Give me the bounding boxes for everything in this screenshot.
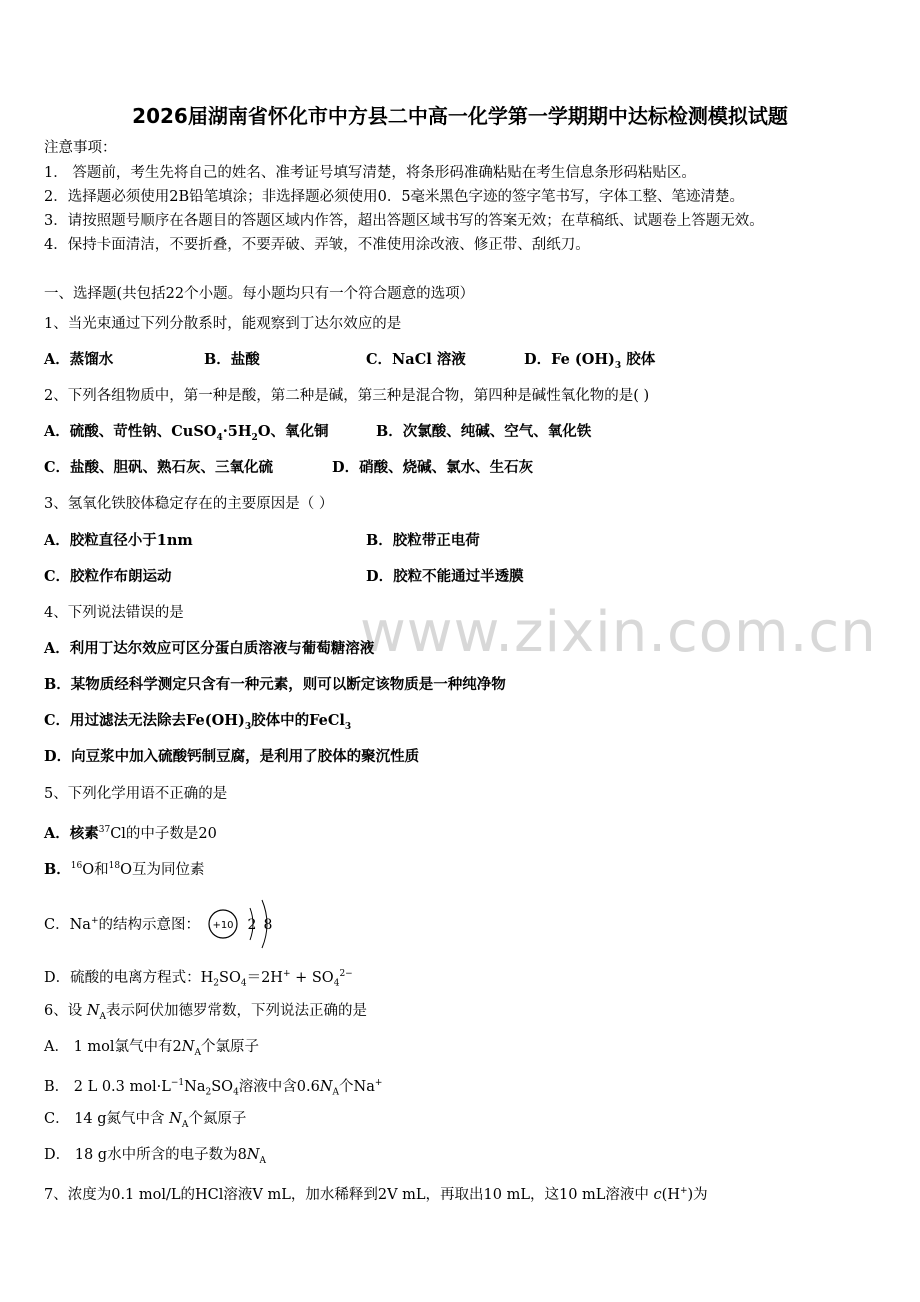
q4-option-b: B．某物质经科学测定只含有一种元素，则可以断定该物质是一种纯净物 bbox=[44, 676, 506, 693]
q6-option-d: D． 18 g水中所含的电子数为$8N_A$ bbox=[44, 1147, 266, 1166]
q1-option-a: A．蒸馏水 bbox=[44, 351, 114, 368]
nucleus-charge: +10 bbox=[212, 920, 234, 931]
q2-option-d: D．硝酸、烧碱、氯水、生石灰 bbox=[332, 459, 534, 476]
q4-option-a: A．利用丁达尔效应可区分蛋白质溶液与葡萄糖溶液 bbox=[44, 640, 375, 657]
notice-heading: 注意事项： bbox=[44, 140, 117, 156]
shell-1-electrons: 2 bbox=[247, 917, 257, 933]
question-3-stem: 3、氢氧化铁胶体稳定存在的主要原因是（ ） bbox=[44, 496, 334, 512]
question-4-stem: 4、下列说法错误的是 bbox=[44, 605, 184, 621]
notice-item-4: 4．保持卡面清洁，不要折叠，不要弄破、弄皱，不准使用涂改液、修正带、刮纸刀。 bbox=[44, 237, 590, 253]
q2-option-a: A．硫酸、苛性钠、$CuSO_4\cdot 5H_2O$、氧化铜 bbox=[44, 423, 329, 443]
notice-item-1: 1． 答题前，考生先将自己的姓名、准考证号填写清楚，将条形码准确粘贴在考生信息条形码粘贴区。 bbox=[44, 165, 696, 181]
q5-option-a: A．核素$^{37}$Cl的中子数是20 bbox=[44, 824, 217, 842]
notice-item-3: 3．请按照题号顺序在各题目的答题区域内作答，超出答题区域书写的答案无效；在草稿纸、试题卷上答题无效。 bbox=[44, 213, 764, 229]
q5-option-c: C．Na+的结构示意图： bbox=[44, 916, 200, 933]
sodium-ion-structure-diagram bbox=[206, 896, 286, 952]
q6-option-c: C． 14 g氮气中含 $N_A$个氮原子 bbox=[44, 1111, 247, 1130]
exam-title: 2026届湖南省怀化市中方县二中高一化学第一学期期中达标检测模拟试题 bbox=[132, 104, 788, 128]
watermark: www.zixin.com.cn bbox=[360, 600, 877, 665]
q1-option-b: B．盐酸 bbox=[204, 351, 260, 368]
shell-2-electrons: 8 bbox=[263, 917, 273, 933]
q5-option-b: B．$^{16}$O和$^{18}$O互为同位素 bbox=[44, 860, 205, 878]
q6-option-a: A． 1 mol氯气中有$2N_A$个氯原子 bbox=[44, 1039, 259, 1058]
q5-option-d: D．硫酸的电离方程式：$H_2SO_4=2H^+ + SO_4^{2-}$ bbox=[44, 969, 353, 989]
q4-option-c: C．用过滤法无法除去$Fe(OH)_3$胶体中的FeCl$_3$ bbox=[44, 712, 352, 732]
question-1-stem: 1、当光束通过下列分散系时，能观察到丁达尔效应的是 bbox=[44, 316, 402, 332]
q1-option-d: D．Fe $(OH)_3$ 胶体 bbox=[524, 351, 656, 371]
question-7-stem: 7、浓度为0.1 mol/L的HCl溶液V mL，加水稀释到2V mL，再取出10 mL，这10 mL溶液中 c(H+)为 bbox=[44, 1186, 708, 1203]
q4-option-d: D．向豆浆中加入硫酸钙制豆腐，是利用了胶体的聚沉性质 bbox=[44, 748, 420, 765]
q3-option-b: B．胶粒带正电荷 bbox=[366, 532, 480, 549]
notice-item-2: 2．选择题必须使用2B铅笔填涂；非选择题必须使用0．5毫米黑色字迹的签字笔书写，字体工整、笔迹清楚。 bbox=[44, 189, 745, 205]
q3-option-c: C．胶粒作布朗运动 bbox=[44, 568, 172, 585]
question-5-stem: 5、下列化学用语不正确的是 bbox=[44, 786, 228, 802]
question-2-stem: 2、下列各组物质中，第一种是酸，第二种是碱，第三种是混合物，第四种是碱性氧化物的是( ) bbox=[44, 388, 650, 404]
q1-option-c: C．NaCl 溶液 bbox=[366, 351, 466, 368]
q3-option-a: A．胶粒直径小于1nm bbox=[44, 532, 193, 549]
q2-option-b: B．次氯酸、纯碱、空气、氧化铁 bbox=[376, 423, 592, 440]
q2-option-c: C．盐酸、胆矾、熟石灰、三氧化硫 bbox=[44, 459, 274, 476]
section-heading: 一、选择题(共包括22个小题。每小题均只有一个符合题意的选项） bbox=[44, 286, 475, 302]
q6-option-b: B． 2 L 0.3 $mol\cdot L^{-1}Na_2SO_4$溶液中含$0.6N_A$个Na+ bbox=[44, 1078, 383, 1098]
question-6-stem: 6、设 $N_A$表示阿伏加德罗常数，下列说法正确的是 bbox=[44, 1003, 368, 1022]
q3-option-d: D．胶粒不能通过半透膜 bbox=[366, 568, 524, 585]
